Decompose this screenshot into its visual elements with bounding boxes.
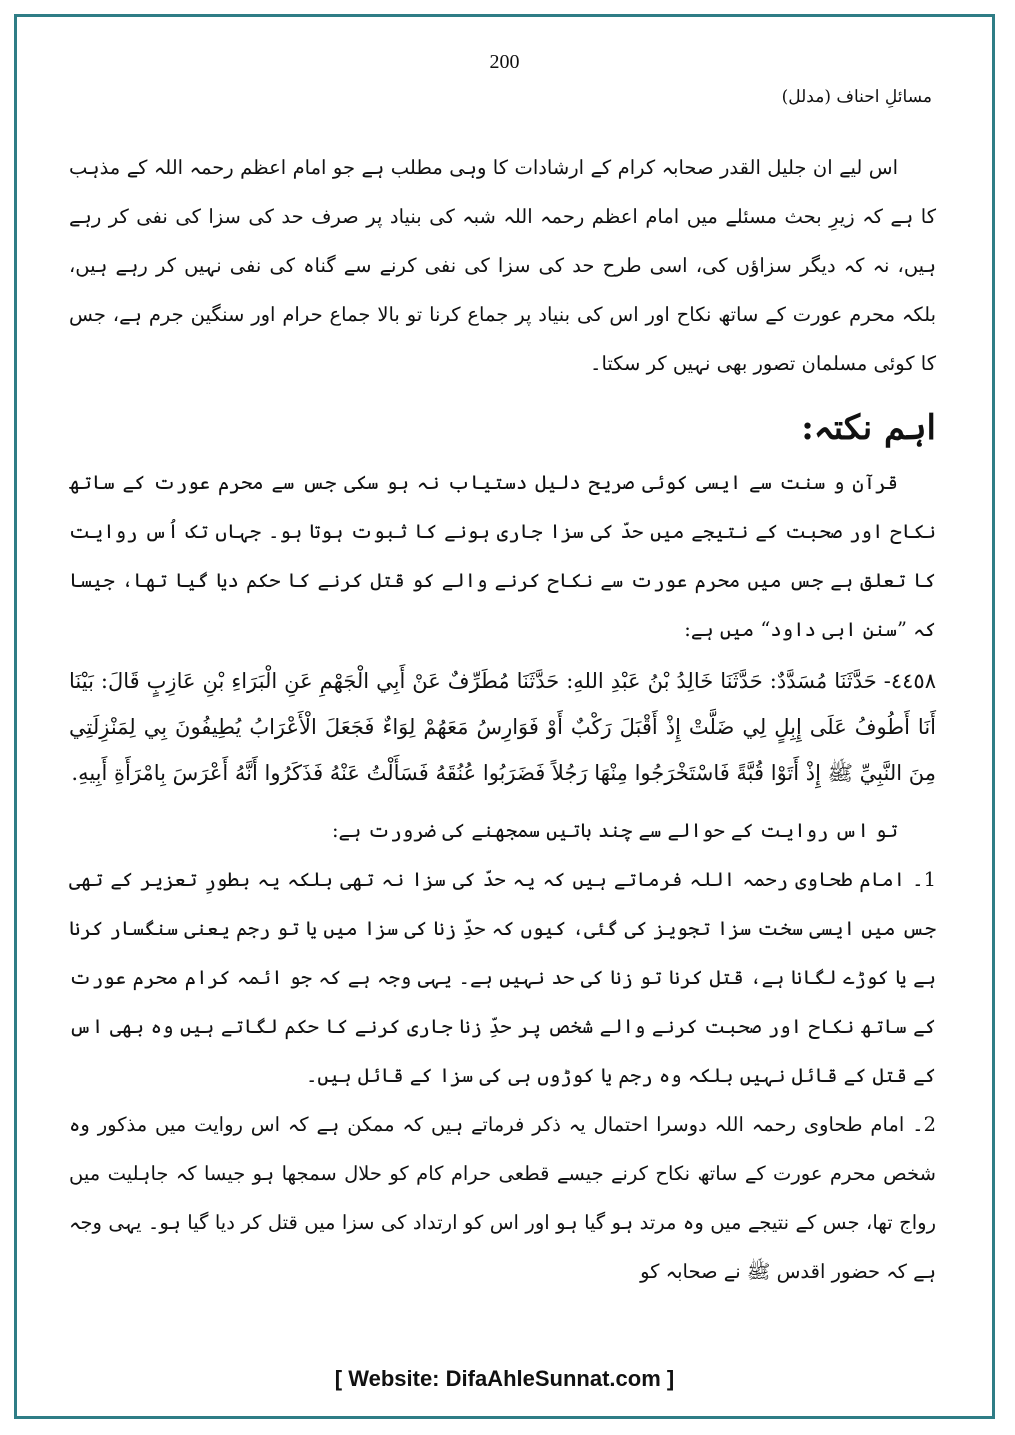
section-heading: اہم نکتہ: [801,408,936,448]
paragraph-nukta: قرآن و سنت سے ایسی کوئی صریح دلیل دستیاب نہ ہو سکی جس سے محرم عورت کے ساتھ نکاح اور صحبت کے نتیجے میں حدّ کی سزا جاری ہونے کا ثبوت ہوتا ہو۔ جہاں تک اُس روایت کا تعلق ہے جس میں محرم عورت سے نکاح کرنے والے کو قتل کرنے کا حکم دیا گیا تھا، جیسا کہ ”سنن ابی داود“ میں ہے: [69,471,936,641]
paragraph-intro: اس لیے ان جلیل القدر صحابہ کرام کے ارشادات کا وہی مطلب ہے جو امام اعظم رحمہ اللہ کے مذہب کا ہے کہ زیرِ بحث مسئلے میں امام اعظم رحمہ اللہ شبہ کی بنیاد پر صرف حد کی سزا کی نفی کر رہے ہیں، نہ کہ دیگر سزاؤں کی، اسی طرح حد کی سزا کی نفی کرنے سے گناہ کی نفی نہیں کر رہے ہیں، بلکہ محرم عورت کے ساتھ نکاح اور اس کی بنیاد پر جماع کرنا تو بالا جماع حرام اور سنگین جرم ہے، جس کا کوئی مسلمان تصور بھی نہیں کر سکتا۔ [69,156,936,375]
page-content [69,143,936,1296]
intro-line: تو اس روایت کے حوالے سے چند باتیں سمجھنے کی ضرورت ہے: [331,819,898,842]
point-2: 2۔ امام طحاوی رحمہ اللہ دوسرا احتمال یہ ذکر فرماتے ہیں کہ ممکن ہے کہ اس روایت میں مذکور وہ شخص محرم عورت کے ساتھ نکاح کرنے جیسے قطعی حرام کام کو حلال سمجھا ہو جیسا کہ جاہلیت میں رواج تھا، جس کے نتیجے میں وہ مرتد ہو گیا ہو اور اس کو ارتداد کی سزا میں قتل کر دیا گیا ہو۔ یہی وجہ ہے کہ حضور اقدس ﷺ نے صحابہ کو [69,1113,936,1283]
page-frame [14,14,995,1419]
running-header: مسائلِ احناف (مدلل) [781,87,932,107]
website-footer: [ Website: DifaAhleSunnat.com ] [334,1366,675,1391]
point-1: 1۔ امام طحاوی رحمہ اللہ فرماتے ہیں کہ یہ حدّ کی سزا نہ تھی بلکہ یہ بطورِ تعزیر کے تھی جس میں ایسی سخت سزا تجویز کی گئی، کیوں کہ حدِّ زنا کی سزا میں یا تو رجم یعنی سنگسار کرنا ہے یا کوڑے لگانا ہے، قتل کرنا تو زنا کی حد نہیں ہے۔ یہی وجہ ہے کہ جو ائمہ کرام محرم عورت کے ساتھ نکاح اور صحبت کرنے والے شخص پر حدِّ زنا جاری کرنے کا حکم لگاتے ہیں وہ بھی اس کے قتل کے قائل نہیں بلکہ وہ رجم یا کوڑوں ہی کی سزا کے قائل ہیں۔ [69,868,936,1087]
hadith-arabic: ٤٤٥٨- حَدَّثَنَا مُسَدَّدٌ: حَدَّثَنَا خَالِدُ بْنُ عَبْدِ اللهِ: حَدَّثَنَا مُطَرِّفٌ عَنْ أَبِي الْجَهْمِ عَنِ الْبَرَاءِ بْنِ عَازِبٍ قَالَ: بَيْنَا أَنَا أَطُوفُ عَلَى إِبِلٍ لِي ضَلَّتْ إِذْ أَقْبَلَ رَكْبٌ أَوْ فَوَارِسُ مَعَهُمْ لِوَاءٌ فَجَعَلَ الْأَعْرَابُ يُطِيفُونَ بِي لِمَنْزِلَتِي مِنَ النَّبِيِّ ﷺ إِذْ أَتَوْا قُبَّةً فَاسْتَخْرَجُوا مِنْهَا رَجُلاً فَضَرَبُوا عُنُقَهُ فَسَأَلْتُ عَنْهُ فَذَكَرُوا أَنَّهُ أَعْرَسَ بِامْرَأَةِ أَبِيهِ. [69,669,936,785]
page-number: 200 [489,51,520,73]
